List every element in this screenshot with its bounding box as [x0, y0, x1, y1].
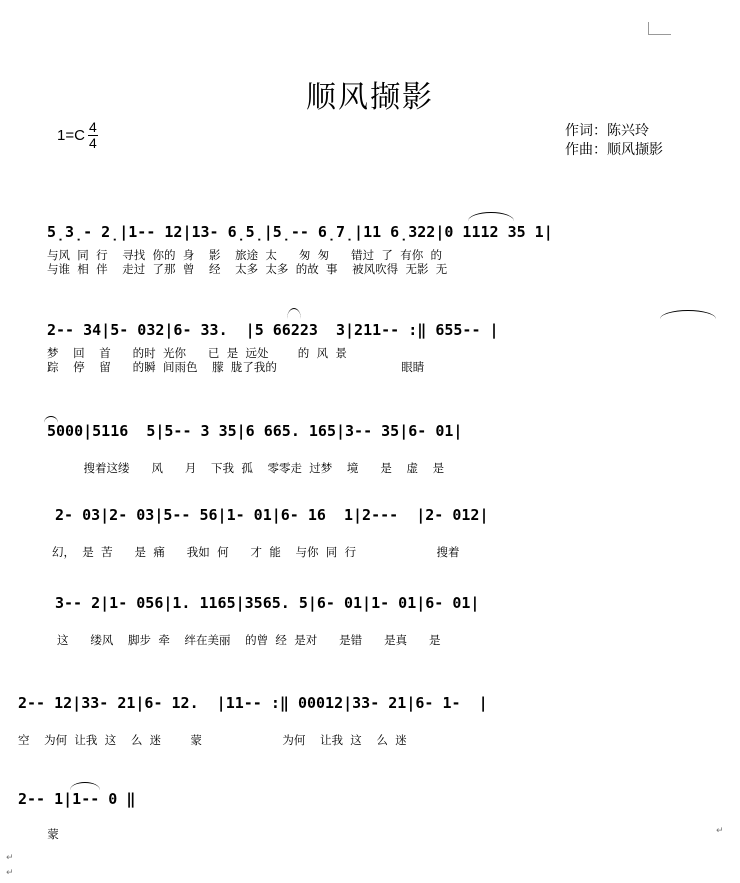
paragraph-mark-icon: ↵ [6, 868, 14, 878]
notation-line-4: 2- 03|2- 03|5-- 56|1- 01|6- 16 1|2--- |2- 012| [55, 506, 489, 524]
paragraph-mark-icon: ↵ [716, 826, 724, 836]
paragraph-mark-icon: ↵ [6, 853, 14, 863]
time-denominator: 4 [88, 135, 97, 151]
lyric-line-1-verse-2: 与谁 相 伴 走过 了那 曾 经 太多 太多 的故 事 被风吹得 无影 无 [47, 262, 448, 276]
lyric-line-5: 这 缕风 脚步 牵 绊在美丽 的曾 经 是对 是错 是真 是 [57, 633, 441, 647]
notation-line-3: 5000|5116 5|5-- 3 35|6 665. 165|3-- 35|6- 01| [47, 422, 463, 440]
lyric-line-3: 搜着这缕 风 月 下我 孤 零零走 过梦 境 是 虚 是 [47, 461, 445, 475]
lyric-line-1-verse-1: 与风 同 行 寻找 你的 身 影 旅途 太 匆 匆 错过 了 有你 的 [47, 248, 443, 262]
tie-mark [287, 308, 301, 319]
credits [565, 122, 663, 160]
page-corner-mark [648, 22, 671, 35]
notation-line-5: 3-- 2|1- 056|1. 1165|3565. 5|6- 01|1- 01|6- 01| [55, 594, 480, 612]
slur-mark [44, 416, 58, 423]
composer-credit: 作曲：顺风撷影 [565, 142, 663, 158]
slur-mark [468, 212, 514, 221]
notation-line-1: 5̣3̣- 2̣|1-- 12|13- 6̣5̣|5̣-- 6̣7̣|11 6̣322|0 1112 35 1| [47, 223, 553, 241]
time-signature [88, 120, 98, 150]
lyric-line-6: 空 为何 让我 这 么 迷 蒙 为何 让我 这 么 迷 [18, 733, 407, 747]
lyric-line-4: 幻， 是 苦 是 痛 我如 何 才 能 与你 同 行 搜着 [52, 545, 460, 559]
time-numerator: 4 [88, 119, 97, 135]
slur-mark [660, 310, 716, 319]
lyric-line-7: 蒙 [18, 827, 59, 841]
lyric-line-2-verse-2: 踪 停 留 的瞬 间雨色 朦 胧了我的 眼睛 [47, 360, 425, 374]
notation-line-7: 2-- 1|1-- 0 ‖ [18, 790, 136, 808]
lyric-line-2-verse-1: 梦 回 首 的时 光你 已 是 远处 的 风 景 [47, 346, 347, 360]
lyricist-credit: 作词：陈兴玲 [565, 123, 649, 139]
notation-line-2: 2-- 34|5- 032|6- 33. |5 66223 3|211-- :‖ 655-- | [47, 321, 499, 339]
song-title: 顺风撷影 [306, 80, 434, 115]
key-signature [57, 118, 98, 152]
key-prefix: 1=C [57, 126, 85, 144]
slur-mark [70, 782, 100, 790]
notation-line-6: 2-- 12|33- 21|6- 12. |11-- :‖ 00012|33- 21|6- 1- | [18, 694, 488, 712]
